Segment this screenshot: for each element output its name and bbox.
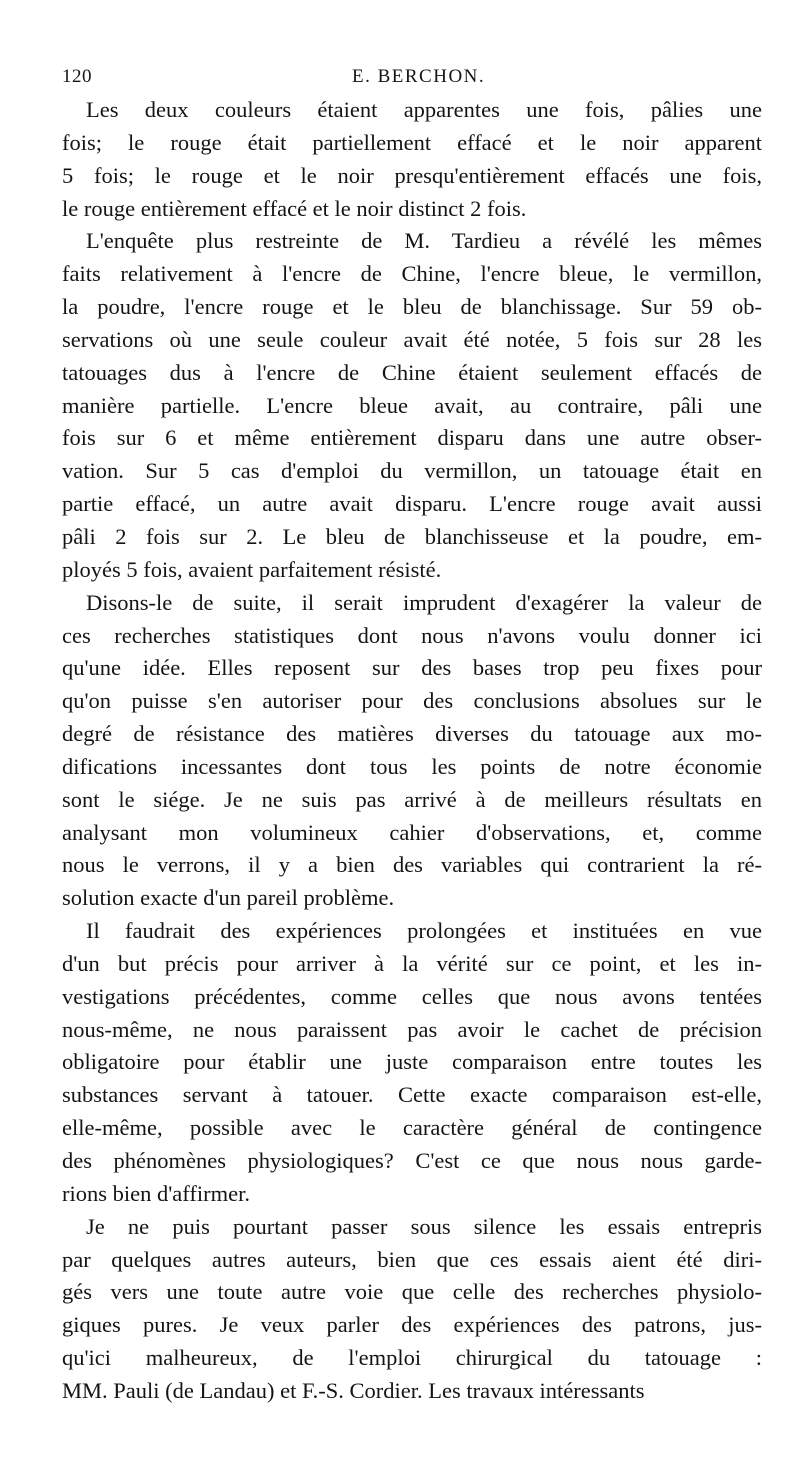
text-line: qu'une idée. Elles reposent sur des bases trop peu fixes pour	[62, 655, 762, 681]
paragraph	[62, 1211, 762, 1408]
text-line: vation. Sur 5 cas d'emploi du vermillon, un tatouage était en	[62, 458, 762, 484]
text-line: substances servant à tatouer. Cette exacte comparaison est-elle,	[62, 1082, 762, 1108]
text-line: analysant mon volumineux cahier d'observations, et, comme	[62, 819, 762, 845]
text-line: solution exacte d'un pareil problème.	[62, 885, 395, 911]
text-line: partie effacé, un autre avait disparu. L'encre rouge avait aussi	[62, 491, 762, 517]
text-line: par quelques autres auteurs, bien que ces essais aient été diri-	[62, 1246, 762, 1272]
text-line: vestigations précédentes, comme celles que nous avons tentées	[62, 983, 762, 1009]
body-text	[62, 94, 762, 1408]
text-line: fois; le rouge était partiellement effacé et le noir apparent	[62, 129, 762, 155]
text-line: d'un but précis pour arriver à la vérité sur ce point, et les in-	[62, 950, 762, 976]
text-line: 5 fois; le rouge et le noir presqu'entièrement effacés une fois,	[62, 162, 762, 188]
text-line: Je ne puis pourtant passer sous silence les essais entrepris	[86, 1213, 762, 1239]
paragraph	[62, 587, 762, 915]
text-line: L'enquête plus restreinte de M. Tardieu a révélé les mêmes	[86, 228, 762, 254]
text-line: rions bien d'affirmer.	[62, 1180, 250, 1206]
text-line: degré de résistance des matières diverses du tatouage aux mo-	[62, 721, 762, 747]
text-line: ces recherches statistiques dont nous n'avons voulu donner ici	[62, 622, 762, 648]
text-line: nous-même, ne nous paraissent pas avoir le cachet de précision	[62, 1016, 762, 1042]
text-line: faits relativement à l'encre de Chine, l'encre bleue, le vermillon,	[62, 261, 762, 287]
paragraph	[62, 94, 762, 225]
text-line: gés vers une toute autre voie que celle des recherches physiolo-	[62, 1279, 762, 1305]
text-line: giques pures. Je veux parler des expériences des patrons, jus-	[62, 1312, 762, 1338]
text-line: fois sur 6 et même entièrement disparu dans une autre obser-	[62, 425, 762, 451]
page-header	[62, 58, 762, 94]
text-line: MM. Pauli (de Landau) et F.-S. Cordier. Les travaux intéressants	[62, 1377, 645, 1403]
running-head: E. BERCHON.	[352, 66, 486, 87]
text-line: qu'ici malheureux, de l'emploi chirurgical du tatouage :	[62, 1345, 762, 1371]
text-line: qu'on puisse s'en autoriser pour des conclusions absolues sur le	[62, 688, 762, 714]
text-line: obligatoire pour établir une juste comparaison entre toutes les	[62, 1049, 762, 1075]
text-line: sont le siége. Je ne suis pas arrivé à de meilleurs résultats en	[62, 786, 762, 812]
paragraph	[62, 225, 762, 586]
text-line: le rouge entièrement effacé et le noir distinct 2 fois.	[62, 195, 527, 221]
text-line: elle-même, possible avec le caractère général de contingence	[62, 1115, 762, 1141]
text-line: des phénomènes physiologiques? C'est ce que nous nous garde-	[62, 1148, 762, 1173]
text-line: Disons-le de suite, il serait imprudent d'exagérer la valeur de	[86, 589, 762, 615]
text-line: pâli 2 fois sur 2. Le bleu de blanchisseuse et la poudre, em-	[62, 523, 762, 549]
text-line: nous le verrons, il y a bien des variables qui contrarient la ré-	[62, 852, 762, 878]
text-line: Les deux couleurs étaient apparentes une fois, pâlies une	[86, 97, 762, 122]
page-number: 120	[62, 66, 92, 87]
text-line: manière partielle. L'encre bleue avait, au contraire, pâli une	[62, 392, 762, 418]
book-page	[62, 58, 762, 1408]
text-line: la poudre, l'encre rouge et le bleu de blanchissage. Sur 59 ob-	[62, 294, 762, 320]
paragraph	[62, 915, 762, 1211]
text-line: Il faudrait des expériences prolongées et instituées en vue	[86, 918, 762, 944]
text-line: difications incessantes dont tous les points de notre économie	[62, 753, 762, 779]
text-line: servations où une seule couleur avait été notée, 5 fois sur 28 les	[62, 326, 762, 352]
text-line: tatouages dus à l'encre de Chine étaient seulement effacés de	[62, 359, 762, 385]
text-line: ployés 5 fois, avaient parfaitement résisté.	[62, 556, 442, 582]
